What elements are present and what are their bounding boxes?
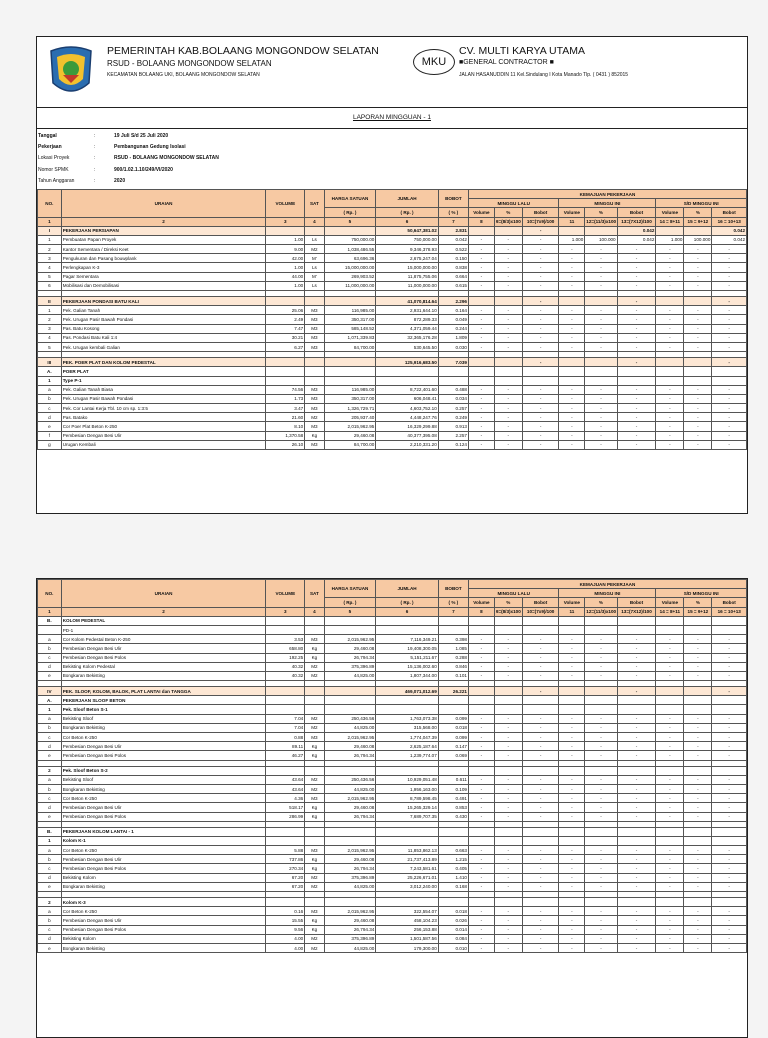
regency-emblem-icon (43, 43, 99, 99)
col-sat: SAT (305, 189, 324, 217)
table-row: d Pembesian Dengan Besi Ulir 89.11 Kg 29,460.08 2,625,187.64 0.147 - - - - - - - - - (38, 742, 747, 751)
table-row: d Pembesian Dengan Besi Ulir 518.17 Kg 29,460.08 15,265,329.14 0.853 - - - - - - - - - (38, 803, 747, 812)
table-header: NO. URAIAN VOLUME SAT HARGA SATUAN JUMLAH BOBOT KEMAJUAN PEKERJAAN MINGGU LALU MINGGU INI S/D MINGGU INI ( Rp. ) ( Rp. ) ( % ) Volume % Bobot Volume % Bobot Volume % Bobot 1 2 3 4 5 6 7 8 9=(8/3)x100 10=(7x9)/100 11 12=(11/3)x100 13=(7X12)/100 14 = 8+11 15 = 9+12 16 = 10+13 (38, 189, 747, 226)
table-row: A. PEKERJAAN SLOOF BETON (38, 696, 747, 705)
col-sd-minggu-ini: S/D MINGGU INI (656, 589, 747, 598)
table-row: 2 Pek. Urugan Pasir Bawah Pondasi 2.49 M3 350,317.00 872,289.33 0.049 - - - - - - - - - (38, 315, 747, 324)
progress-table-1 (37, 189, 747, 450)
table-row: b Pembesian Dengan Besi Ulir 658.80 Kg 29,460.08 19,408,300.05 1.085 - - - - - - - - - (38, 644, 747, 653)
table-row: b Bongkaran Bekisting 7.04 M2 44,825.00 315,568.00 0.018 - - - - - - - - - (38, 723, 747, 732)
table-row: 2 Kolom K-3 (38, 898, 747, 907)
table-row: d Bekisting Kolom Pedestal 40.32 M2 375,396.89 15,136,002.60 0.846 - - - - - - - - - (38, 662, 747, 671)
col-sat: SAT (305, 580, 324, 608)
col-uraian: URAIAN (61, 580, 266, 608)
table-row: a Pek. Galian Tanah Biasa 74.56 M3 116,985.00 8,722,401.60 0.488 - - - - - - - - - (38, 385, 747, 394)
table-row: 1 Kolom K-1 (38, 836, 747, 845)
col-volume: VOLUME (266, 580, 305, 608)
table-row: A. POER PLAT (38, 367, 747, 376)
col-volume: VOLUME (266, 189, 305, 217)
table-row: e Pembesian Dengan Besi Polos 46.27 Kg 26,794.34 1,239,774.07 0.069 - - - - - - - - - (38, 751, 747, 760)
table-row: 5 Pek. Urugan kembali Galian 6.27 M3 84,700.00 530,645.50 0.030 - - - - - - - - - (38, 342, 747, 351)
gov-subtitle: RSUD - BOLAANG MONGONDOW SELATAN (107, 59, 272, 68)
table-row: d Pas. Batako 21.60 M2 205,937.40 4,448,247.76 0.249 - - - - - - - - - (38, 413, 747, 422)
table-row: a Bekisting Sloof 7.04 M2 250,436.56 1,763,073.38 0.099 - - - - - - - - - (38, 714, 747, 723)
company-address: JALAN HASANUDDIN 11 Kel.Sindulang I Kota Manado Tlp. ( 0431 ) 852015 (459, 72, 629, 78)
company-logo: MKU (413, 49, 455, 75)
table-row: 4 Perlengkapan K-3 1.00 Ls 15,000,000.00 15,000,000.00 0.838 - - - - - - - - - (38, 263, 747, 272)
table-row: 1 Pek. Galian Tanah 25.06 M3 116,985.00 2,931,644.10 0.164 - - - - - - - - - (38, 306, 747, 315)
col-minggu-lalu: MINGGU LALU (468, 589, 558, 598)
table-row: e Bongkaran Bekisting 4.00 M2 44,825.00 179,300.00 0.010 - - - - - - - - - (38, 943, 747, 952)
table-body (38, 226, 747, 449)
table-row: 5 Pagar Sementara 44.00 M' 269,903.52 11,875,755.06 0.664 - - - - - - - - - (38, 272, 747, 281)
table-row: B. PEKERJAAN KOLOM LANTAI - 1 (38, 827, 747, 836)
col-kemajuan: KEMAJUAN PEKERJAAN (468, 189, 746, 198)
table-row: c Cor Beton K-250 4.36 M3 2,015,962.95 8,789,598.45 0.491 - - - - - - - - - (38, 794, 747, 803)
table-row: b Pembesian Dengan Besi Ulir 15.55 Kg 29,460.08 458,104.23 0.026 - - - - - - - - - (38, 916, 747, 925)
company-subtitle: ■GENERAL CONTRACTOR ■ (459, 59, 554, 66)
col-bobot: BOBOT (438, 189, 468, 207)
report-page-1 (36, 36, 748, 514)
table-row: 3 Pas. Batu Kosong 7.47 M3 585,148.52 4,371,059.44 0.244 - - - - - - - - - (38, 324, 747, 333)
table-row: b Pembesian Dengan Besi Ulir 737.86 Kg 29,460.08 21,737,413.89 1.215 - - - - - - - - - (38, 855, 747, 864)
table-row: 1 Pembuatan Papan Proyek 1.00 Ls 750,000.00 750,000.00 0.042 - - - 1.000 100.000 0.042 1.000 100.000 0.042 (38, 235, 747, 244)
table-row: a Cor Kolom Pedestal Beton K-250 3.53 M3 2,015,962.95 7,116,349.21 0.398 - - - - - - - - - (38, 635, 747, 644)
gov-address: KECAMATAN BOLAANG UKI, BOLAANG MONGONDOW SELATAN (107, 72, 260, 78)
table-row: II PEKERJAAN PONDASI BATU KALI 41,070,814.64 2.296 - - - (38, 297, 747, 306)
info-row: Lokasi Proyek : RSUD - BOLAANG MONGONDOW SELATAN (38, 155, 219, 162)
table-row: 2 Kantor Sementara / Direksi Keet 9.00 M2 1,038,486.55 9,346,378.93 0.522 - - - - - - - - - (38, 245, 747, 254)
table-row: 1 Type P-1 (38, 376, 747, 385)
progress-table-2 (37, 579, 747, 953)
table-row: e Cor Poer Plat Beton K-250 8.10 M3 2,015,962.95 16,329,299.88 0.913 - - - - - - - - - (38, 422, 747, 431)
gov-title: PEMERINTAH KAB.BOLAANG MONGONDOW SELATAN (107, 45, 379, 57)
table-header: NO. URAIAN VOLUME SAT HARGA SATUAN JUMLAH BOBOT KEMAJUAN PEKERJAAN MINGGU LALU MINGGU INI S/D MINGGU INI ( Rp. ) ( Rp. ) ( % ) Volume % Bobot Volume % Bobot Volume % Bobot 1 2 3 4 5 6 7 8 9=(8/3)x100 10=(7x9)/100 11 12=(11/3)x100 13=(7X12)/100 14 = 8+11 15 = 9+12 16 = 10+13 (38, 580, 747, 617)
table-row: a Cor Beton K-250 0.16 M3 2,015,962.95 322,554.07 0.018 - - - - - - - - - (38, 907, 747, 916)
table-body (38, 616, 747, 952)
table-row: III PEK. POER PLAT DAN KOLOM PEDESTAL 125,916,683.50 7.039 - - - (38, 358, 747, 367)
table-row: a Bekisting Sloof 43.64 M2 250,436.56 10,929,051.48 0.611 - - - - - - - - - (38, 775, 747, 784)
col-bobot: BOBOT (438, 580, 468, 598)
table-row: IV PEK. SLOOF, KOLOM, BALOK, PLAT LANTAI dan TANGGA 469,071,012.69 26.221 - - - (38, 687, 747, 696)
project-info (37, 129, 747, 189)
table-row: d Bekisting Kolom 67.20 M2 375,396.89 25,226,671.01 1.410 - - - - - - - - - (38, 873, 747, 882)
report-title: LAPORAN MINGGUAN - 1 (37, 108, 747, 129)
col-harga: HARGA SATUAN (324, 189, 376, 207)
col-harga: HARGA SATUAN (324, 580, 376, 598)
table-row: c Pembesian Dengan Besi Polos 192.25 Kg 26,794.34 5,151,211.67 0.288 - - - - - - - - - (38, 653, 747, 662)
table-row: c Cor Beton K-250 0.88 M3 2,015,962.95 1,774,047.39 0.099 - - - - - - - - - (38, 733, 747, 742)
table-row: e Bongkaran Bekisting 67.20 M2 44,825.00 3,012,240.00 0.168 - - - - - - - - - (38, 882, 747, 891)
col-jumlah: JUMLAH (376, 580, 438, 598)
table-row: e Bongkaran Bekisting 40.32 M2 44,825.00 1,807,344.00 0.101 - - - - - - - - - (38, 671, 747, 680)
table-row: b Bongkaran Bekisting 43.64 M2 44,825.00 1,956,163.00 0.109 - - - - - - - - - (38, 784, 747, 793)
report-page-2 (36, 578, 748, 1038)
table-row: c Pembesian Dengan Besi Polos 9.56 Kg 26,794.34 256,153.88 0.014 - - - - - - - - - (38, 925, 747, 934)
col-kemajuan: KEMAJUAN PEKERJAAN (468, 580, 746, 589)
table-row: c Pembesian Dengan Besi Polos 270.34 Kg 26,794.34 7,243,581.61 0.405 - - - - - - - - - (38, 864, 747, 873)
letterhead (37, 37, 747, 108)
col-sd-minggu-ini: S/D MINGGU INI (656, 199, 747, 208)
info-row: Nomor SPMK : 900/1.02.1.10/249/VI/2020 (38, 166, 173, 173)
info-row: Tahun Anggaran : 2020 (38, 177, 126, 184)
col-minggu-lalu: MINGGU LALU (468, 199, 558, 208)
table-row: 2 Pek. Sloof Beton S-2 (38, 766, 747, 775)
table-row: B. KOLOM PEDESTAL (38, 616, 747, 625)
table-row: 1 Pek. Sloof Beton S-1 (38, 705, 747, 714)
table-row: e Pembesian Dengan Besi Polos 286.99 Kg 26,794.34 7,689,707.35 0.430 - - - - - - - - - (38, 812, 747, 821)
table-row: 3 Pengukuran dan Pasang bouwplank 42.00 M' 63,696.36 2,675,247.04 0.150 - - - - - - - - - (38, 254, 747, 263)
col-minggu-ini: MINGGU INI (559, 199, 656, 208)
info-row: Tanggal : 19 Juli S/d 25 Juli 2020 (38, 133, 169, 139)
col-uraian: URAIAN (61, 189, 266, 217)
table-row: 4 Pas. Pondasi Batu Kali 1:4 30.21 M3 1,071,339.83 32,365,176.28 1.809 - - - - - - - - - (38, 333, 747, 342)
table-row: I PEKERJAAN PERSIAPAN 50,647,381.02 2.831 - 0.042 0.042 (38, 226, 747, 235)
table-row: c Pek. Cor Lantai Kerja Tbl. 10 cm sp. 1:3:5 3.47 M3 1,326,729.71 4,603,752.10 0.257 - - - - - - - - - (38, 404, 747, 413)
table-row: PD-1 (38, 625, 747, 634)
info-row: Pekerjaan : Pembangunan Gedung Isolasi (38, 144, 186, 151)
col-minggu-ini: MINGGU INI (559, 589, 656, 598)
col-jumlah: JUMLAH (376, 189, 438, 207)
table-row: a Cor Beton K-250 5.88 M3 2,015,962.95 11,853,862.13 0.663 - - - - - - - - - (38, 846, 747, 855)
table-row: f Pembesian Dengan Besi Ulir 1,370.58 Kg 29,460.08 40,377,395.08 2.257 - - - - - - - - - (38, 431, 747, 440)
col-no: NO. (38, 189, 62, 217)
table-row: 6 Mobilisasi dan Demobilisasi 1.00 Ls 11,000,000.00 11,000,000.00 0.615 - - - - - - - - - (38, 281, 747, 290)
table-row: d Bekisting Kolom 4.00 M2 375,396.89 1,501,587.56 0.084 - - - - - - - - - (38, 934, 747, 943)
company-name: CV. MULTI KARYA UTAMA (459, 45, 586, 57)
table-row: g Urugan Kembali 26.10 M3 84,700.00 2,210,331.20 0.124 - - - - - - - - - (38, 440, 747, 449)
col-no: NO. (38, 580, 62, 608)
table-row: b Pek. Urugan Pasir Bawah Pondasi 1.73 M3 350,317.00 606,048.41 0.034 - - - - - - - - - (38, 394, 747, 403)
